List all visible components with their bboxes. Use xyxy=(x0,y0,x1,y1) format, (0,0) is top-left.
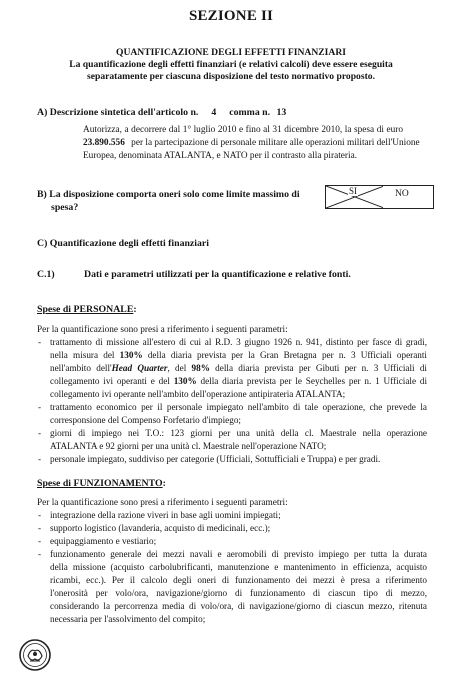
personale-line-4c: della diaria prevista per le Seychelles per n. 1 Ufficiale di xyxy=(196,376,428,386)
personale-intro: Per la quantificazione sono presi a riferimento i seguenti parametri: xyxy=(37,325,288,335)
funzionamento-line-2: supporto logistico (lavanderia, acquisto di medicinali, ecc.); xyxy=(50,523,271,533)
funzionamento-line-6: ricambi, ecc.). Per il calcolo degli oneri di funzionamento dei mezzi è presa a riferimento xyxy=(50,575,427,585)
personale-line-2d: per n. 3 Ufficiali operanti xyxy=(316,350,427,360)
funzionamento-line-8: considerando la percorrenza media di volo/ora, di navigazione/giorno di ciascun mezzo, ritenuta xyxy=(50,601,427,611)
funzionamento-line-7: l'onerosità per volo/ora, navigazione/giorno di funzionamento di ciascun tipo di mezzo, xyxy=(50,588,427,598)
personale-line-3e: della diaria prevista per Gibuti per n. 3 Ufficiali di xyxy=(209,363,427,373)
funzionamento-heading-prefix: Spese di xyxy=(37,478,74,489)
section-a-line-2 xyxy=(83,137,420,150)
personale-bullet-1: - xyxy=(38,337,42,347)
funzionamento-line-3: equipaggiamento e vestiario; xyxy=(50,536,157,546)
section-a-label xyxy=(37,107,286,118)
section-b-line-2: spesa? xyxy=(51,202,79,213)
heading-line-1: La quantificazione degli effetti finanziari (e relativi calcoli) deve essere eseguita xyxy=(69,59,393,70)
funzionamento-heading-suffix: : xyxy=(162,478,166,489)
personale-line-8: giorni di impiego nei T.O.: 123 giorni per una unità della cl. Maestrale nella operazione xyxy=(50,428,427,438)
personale-heading-suffix: : xyxy=(133,304,137,315)
personale-line-5: collegamento ivi operante nell'ambito dell'operazione antipirateria ATALANTA; xyxy=(50,389,346,399)
section-a-line-1: Autorizza, a decorrere dal 1° luglio 2010 e fino al 31 dicembre 2010, la spesa di euro xyxy=(83,125,403,135)
funzionamento-line-4: funzionamento generale dei mezzi navali e aeromobili di previsto impiego per tutta la durata xyxy=(50,549,427,559)
personale-line-4a: collegamento ivi operanti e del xyxy=(50,376,174,386)
personale-line-9: ATALANTA e 92 giorni per una unità cl. Maestrale nell'operazione NATO; xyxy=(50,441,327,451)
option-no-label: NO xyxy=(395,189,409,199)
personale-line-4 xyxy=(50,375,427,388)
section-a-line-3: Europea, denominata ATALANTA, e NATO per il contrasto alla pirateria. xyxy=(83,151,358,161)
heading-line-2: separatamente per ciascuna disposizione del testo normativo proposto. xyxy=(87,71,375,82)
personale-line-2a: nella misura del xyxy=(50,350,120,360)
personale-line-6: trattamento economico per il personale impiegato nell'ambito di tale operazione, che prevede la xyxy=(50,402,427,412)
funzionamento-line-5: della missione (acquisto carbolubrificanti, manutenzione e mantenimento in efficienza, acquisto xyxy=(50,562,427,572)
heading-title: QUANTIFICAZIONE DEGLI EFFETTI FINANZIARI xyxy=(115,47,347,58)
personale-line-4b: 130% xyxy=(173,376,197,386)
comma-number: 13 xyxy=(276,107,287,118)
personale-heading-prefix: Spese di xyxy=(37,304,74,315)
funzionamento-heading-word: FUNZIONAMENTO xyxy=(73,478,163,489)
section-b-line-1: B) La disposizione comporta oneri solo come limite massimo di xyxy=(37,189,300,200)
personale-line-7: corresponsione del Compenso Forfetario d'impiego; xyxy=(50,415,241,425)
section-a-line-2-text: per la partecipazione di personale militare alle operazioni militari dell'Unione xyxy=(131,138,420,148)
personale-heading xyxy=(37,304,137,315)
funzionamento-intro: Per la quantificazione sono presi a riferimento i seguenti parametri: xyxy=(37,498,288,508)
personale-bullet-4: - xyxy=(38,454,42,464)
personale-line-2 xyxy=(50,349,427,362)
article-number: 4 xyxy=(211,107,217,118)
funzionamento-line-9: necessaria per l'assolvimento del compito; xyxy=(50,614,206,624)
option-si-label: SI xyxy=(349,186,358,196)
section-c-title: C) Quantificazione degli effetti finanziari xyxy=(37,238,209,249)
funzionamento-line-1: integrazione della razione viveri in base agli uomini impiegati; xyxy=(50,510,281,520)
funzionamento-bullet-1: - xyxy=(38,510,42,520)
funzionamento-bullet-3: - xyxy=(38,536,42,546)
personale-line-3d: 98% xyxy=(191,363,210,373)
section-a-label-text: A) Descrizione sintetica dell'articolo n. xyxy=(37,107,199,118)
personale-line-2c: della diaria prevista per la Gran Bretagna xyxy=(142,350,317,360)
option-si-box[interactable] xyxy=(325,185,385,209)
official-seal-icon xyxy=(18,638,52,672)
funzionamento-bullet-2: - xyxy=(38,523,42,533)
amount: 23.890.556 xyxy=(83,138,125,148)
personale-line-3 xyxy=(50,362,427,375)
personale-bullet-3: - xyxy=(38,428,42,438)
personale-bullet-2: - xyxy=(38,402,42,412)
personale-line-1: trattamento di missione all'estero di cui al R.D. 3 giugno 1926 n. 941, distinto per fasce di gradi, xyxy=(50,337,427,347)
c1-title: Dati e parametri utilizzati per la quantificazione e relative fonti. xyxy=(84,269,351,280)
personale-line-10: personale impiegato, suddiviso per categorie (Ufficiali, Sottufficiali e Truppa) e per gradi. xyxy=(50,454,381,464)
funzionamento-heading xyxy=(37,478,166,489)
personale-line-3b: Head Quarter xyxy=(111,363,168,373)
personale-line-3c: , del xyxy=(167,363,192,373)
personale-heading-word: PERSONALE xyxy=(73,304,134,315)
section-title: SEZIONE II xyxy=(188,8,274,24)
personale-line-2b: 130% xyxy=(119,350,143,360)
comma-label: comma n. xyxy=(229,107,271,118)
c1-number: C.1) xyxy=(37,269,55,280)
funzionamento-bullet-4: - xyxy=(38,549,42,559)
personale-line-3a: nell'ambito dell' xyxy=(50,363,112,373)
option-no-box[interactable] xyxy=(383,185,434,209)
